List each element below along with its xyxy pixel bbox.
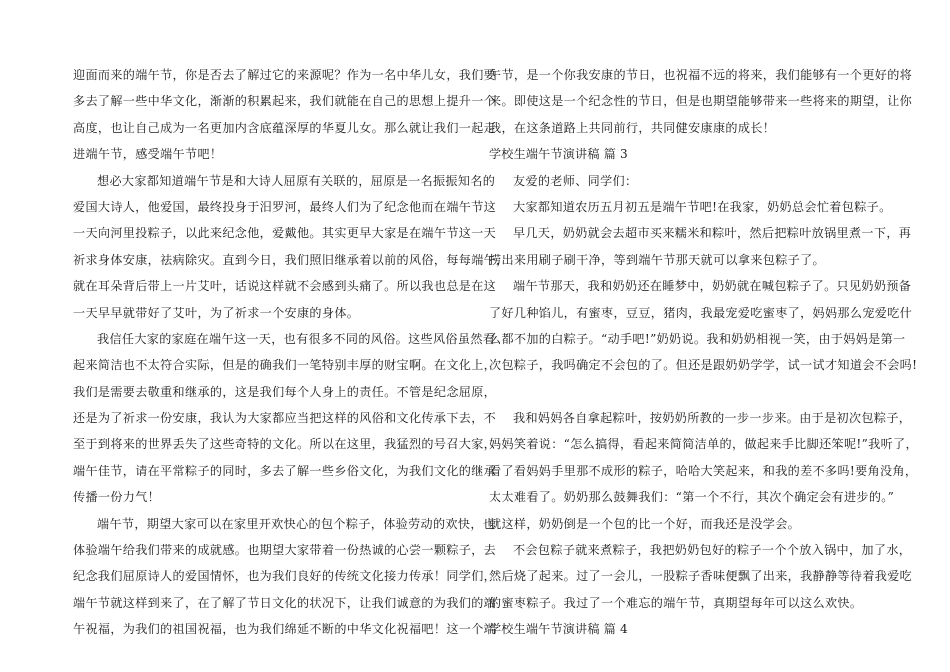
text-line: 一天早早就带好了艾叶，为了祈求一个安康的身体。	[73, 305, 360, 320]
text-line: 的蜜枣粽子。我过了一个难忘的端午节，真期望每年可以这么欢快。	[489, 595, 863, 610]
right-column	[489, 62, 918, 643]
text-line: 爱国大诗人，他爱国，最终投身于汨罗河，最终人们为了纪念他而在端午节这	[73, 199, 497, 214]
text-line: 端午节那天，我和奶奶还在睡梦中，奶奶就在喊包粽子了。只见奶奶预备	[513, 279, 912, 294]
text-line: 我们是需要去敬重和继承的，这是我们每个人身上的责任。不管是纪念屈原，	[73, 384, 497, 399]
text-line: 一天向河里投粽子，以此来纪念他，爱戴他。其实更早大家是在端午节这一天	[73, 226, 497, 241]
text-line: 高度，也让自己成为一名更加内含底蕴深厚的华夏儿女。那么就让我们一起走	[73, 120, 497, 135]
text-line: 次包粽子，我吗确定不会包的了。但还是跟奶奶学学，试一试才知道会不会吗!	[489, 358, 918, 373]
text-line: 我和妈妈各自拿起粽叶，按奶奶所教的一步一步来。由于是初次包粽子，	[513, 411, 912, 426]
text-line: 端午节，期望大家可以在家里开欢快心的包个粽子，体验劳动的欢快，也	[97, 516, 496, 531]
text-line: 端午节就这样到来了，在了解了节日文化的状况下，让我们诚意的为我们的端	[73, 595, 497, 610]
section-heading: 学校生端午节演讲稿 篇 3	[489, 147, 628, 162]
text-line: 午祝福，为我们的祖国祝福，也为我们绵延不断的中华文化祝福吧！这一个端	[73, 622, 497, 637]
text-line: 纪念我们屈原诗人的爱国情怀，也为我们良好的传统文化接力传承！同学们，	[73, 569, 497, 584]
text-line: 就在耳朵背后带上一片艾叶，话说这样就不会感到头痛了。所以我也总是在这	[73, 279, 497, 294]
text-line: 早几天，奶奶就会去超市买来糯米和粽叶，然后把粽叶放锅里煮一下，再	[513, 226, 912, 241]
text-line: 看了看妈妈手里那不成形的粽子，哈哈大笑起来，和我的差不多吗!要角没角，	[489, 463, 918, 478]
text-line: 至于到将来的世界丢失了这些奇特的文化。所以在这里，我猛烈的号召大家，	[73, 437, 497, 452]
text-line: 还是为了祈求一份安康，我认为大家都应当把这样的风俗和文化传承下去，不	[73, 411, 497, 426]
text-line: 午节，是一个你我安康的节日，也祝福不远的将来，我们能够有一个更好的将	[489, 68, 913, 82]
text-line: 了好几种馅儿，有蜜枣，豆豆，猪肉，我最宠爱吃蜜枣了，妈妈那么宠爱吃什	[489, 305, 913, 320]
text-line: 我信任大家的家庭在端午这一天，也有很多不同的风俗。这些风俗虽然看	[97, 331, 496, 346]
left-column	[73, 62, 509, 643]
section-heading: 学校生端午节演讲稿 篇 4	[489, 622, 628, 637]
text-line: 进端午节，感受端午节吧！	[73, 147, 223, 162]
text-line: 么都不加的白粽子。“动手吧!”奶奶说。我和奶奶相视一笑，由于妈妈是第一	[489, 331, 906, 346]
text-line: 想必大家都知道端午节是和大诗人屈原有关联的，屈原是一名振振知名的	[97, 173, 496, 188]
text-line: 起来简洁也不太符合实际，但是的确我们一笔特别丰厚的财宝啊。在文化上，	[73, 358, 497, 373]
text-line: 就这样，奶奶倒是一个包的比一个好，而我还是没学会。	[489, 516, 801, 531]
paragraph-gap	[489, 379, 875, 405]
text-line: 捞出来用刷子刷干净，等到端午节那天就可以拿来包粽子了。	[489, 252, 825, 267]
text-line: 传播一份力气！	[73, 490, 161, 505]
text-line: 迎面而来的端午节，你是否去了解过它的来源呢？作为一名中华儿女，我们要	[73, 68, 497, 82]
text-line: 来。即使这是一个纪念性的节日，但是也期望能够带来一些将来的期望，让你	[489, 94, 913, 109]
text-line: 妈妈笑着说：“怎么搞得，看起来简简洁单的，做起来手比脚还笨呢!”我听了，	[489, 437, 918, 452]
text-line: 多去了解一些中华文化，渐渐的积累起来，我们就能在自己的思想上提升一个	[73, 94, 497, 109]
text-line: 太太难看了。奶奶那么鼓舞我们：“第一个不行，其次个确定会有进步的。”	[489, 490, 895, 505]
text-line: 不会包粽子就来煮粽子，我把奶奶包好的粽子一个个放入锅中，加了水，	[513, 543, 912, 558]
text-line: 体验端午给我们带来的成就感。也期望大家带着一份热诚的心尝一颗粽子，去	[73, 543, 497, 558]
text-line: 我，在这条道路上共同前行，共同健安康康的成长！	[489, 120, 776, 135]
text-line: 大家都知道农历五月初五是端午节吧!在我家，奶奶总会忙着包粽子。	[513, 199, 892, 214]
text-line: 端午佳节，请在平常粽子的同时，多去了解一些乡俗文化，为我们文化的继承	[73, 463, 497, 478]
text-line: 祈求身体安康，祛病除灾。直到今日，我们照旧继承着以前的风俗，每每端午，	[73, 252, 509, 267]
text-line: 然后烧了起来。过了一会儿，一股粽子香味便飘了出来，我静静等待着我爱吃	[489, 569, 913, 584]
text-line: 友爱的老师、同学们：	[513, 173, 638, 188]
